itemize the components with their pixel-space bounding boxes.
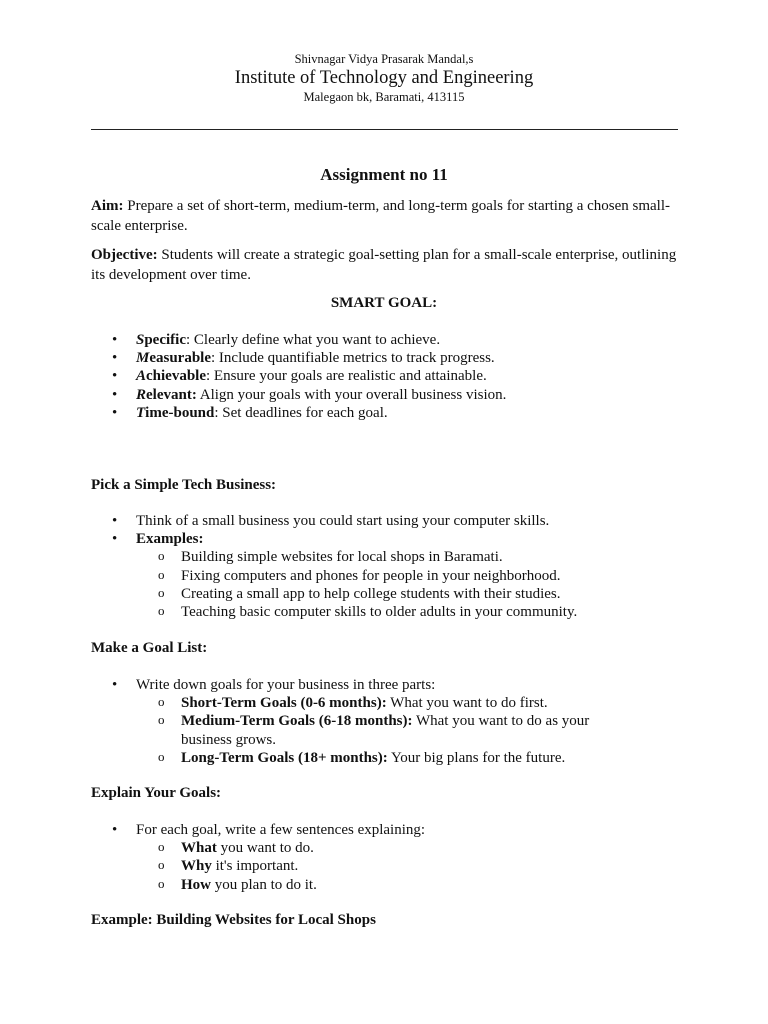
explain-text: it's important. xyxy=(211,858,299,875)
objective-label: Objective: xyxy=(91,247,158,263)
list-item xyxy=(136,839,681,857)
list-item xyxy=(91,349,681,367)
example-text: Teaching basic computer skills to older adults in your community. xyxy=(181,604,578,621)
goal-list-intro: Write down goals for your business in three parts: xyxy=(136,677,436,693)
list-item xyxy=(136,694,681,712)
smart-term: ime-bound xyxy=(145,404,215,421)
smart-heading: SMART GOAL: xyxy=(330,295,438,311)
explain-label: How xyxy=(181,876,211,893)
smart-initial: S xyxy=(136,332,145,348)
aim-text: Prepare a set of short-term, medium-term, and long-term goals for starting a chosen small-scale enterprise. xyxy=(91,198,671,234)
goal-list-heading: Make a Goal List: xyxy=(91,640,208,656)
explain-text: you want to do. xyxy=(216,840,314,857)
smart-term: chievable xyxy=(146,368,207,385)
header-address: Malegaon bk, Baramati, 413115 xyxy=(303,90,465,104)
examples-label: Examples: xyxy=(136,531,204,548)
goal-term-label: Long-Term Goals (18+ months): xyxy=(181,749,388,766)
pick-intro: Think of a small business you could start using your computer skills. xyxy=(136,513,550,529)
list-item xyxy=(136,857,681,875)
assignment-title: Assignment no 11 xyxy=(320,165,448,184)
explain-text: you plan to do it. xyxy=(211,876,317,893)
smart-desc: : Set deadlines for each goal. xyxy=(214,404,388,421)
goal-term-text: What you want to do as your business grows. xyxy=(181,713,590,748)
list-item xyxy=(136,585,681,603)
smart-initial: A xyxy=(136,368,147,385)
example-text: Creating a small app to help college students with their studies. xyxy=(181,585,561,602)
smart-initial: M xyxy=(136,350,150,367)
smart-initial: T xyxy=(136,404,146,421)
header-org: Shivnagar Vidya Prasarak Mandal,s xyxy=(294,52,474,66)
aim-paragraph xyxy=(91,196,681,236)
examples-list xyxy=(136,548,681,621)
smart-term: elevant: xyxy=(146,386,197,403)
goal-list xyxy=(91,676,681,767)
explain-label: What xyxy=(181,840,217,857)
smart-desc: : Include quantifiable metrics to track progress. xyxy=(211,350,495,367)
objective-paragraph xyxy=(91,245,681,285)
aim-label: Aim: xyxy=(91,198,124,214)
list-item xyxy=(91,404,681,422)
list-item xyxy=(136,548,681,566)
list-item xyxy=(91,821,681,894)
smart-initial: R xyxy=(136,386,147,403)
pick-heading: Pick a Simple Tech Business: xyxy=(91,477,277,493)
explain-label: Why xyxy=(181,858,212,875)
list-item xyxy=(136,876,681,894)
smart-desc: : Ensure your goals are realistic and attainable. xyxy=(206,368,487,385)
goal-term-label: Medium-Term Goals (6-18 months): xyxy=(181,713,413,730)
example-text: Fixing computers and phones for people in your neighborhood. xyxy=(181,567,561,584)
list-item xyxy=(91,512,681,530)
list-item xyxy=(91,367,681,385)
header-divider xyxy=(91,129,678,130)
list-item xyxy=(136,749,681,767)
goal-term-text: What you want to do first. xyxy=(386,695,548,712)
pick-list xyxy=(91,512,681,621)
goal-terms-list xyxy=(136,694,681,767)
example-heading: Example: Building Websites for Local Shops xyxy=(91,912,376,928)
example-text: Building simple websites for local shops in Baramati. xyxy=(181,549,503,566)
list-item xyxy=(91,676,681,767)
explain-intro: For each goal, write a few sentences explaining: xyxy=(136,822,426,838)
header-institute: Institute of Technology and Engineering xyxy=(234,68,534,88)
goal-term-label: Short-Term Goals (0-6 months): xyxy=(181,695,387,712)
goal-term-text: Your big plans for the future. xyxy=(387,749,566,766)
explain-heading: Explain Your Goals: xyxy=(91,785,222,801)
smart-desc: : Clearly define what you want to achieve. xyxy=(186,332,441,348)
explain-list xyxy=(91,821,681,894)
smart-term: easurable xyxy=(149,350,212,367)
smart-desc: Align your goals with your overall business vision. xyxy=(196,386,507,403)
list-item xyxy=(91,530,681,621)
list-item xyxy=(91,386,681,404)
list-item xyxy=(136,567,681,585)
list-item xyxy=(136,712,681,748)
list-item xyxy=(91,331,681,349)
smart-term: pecific xyxy=(144,332,186,348)
list-item xyxy=(136,603,681,621)
explain-sub-list xyxy=(136,839,681,894)
objective-text: Students will create a strategic goal-setting plan for a small-scale enterprise, outlining its development over time. xyxy=(91,247,677,283)
smart-list xyxy=(91,331,681,422)
